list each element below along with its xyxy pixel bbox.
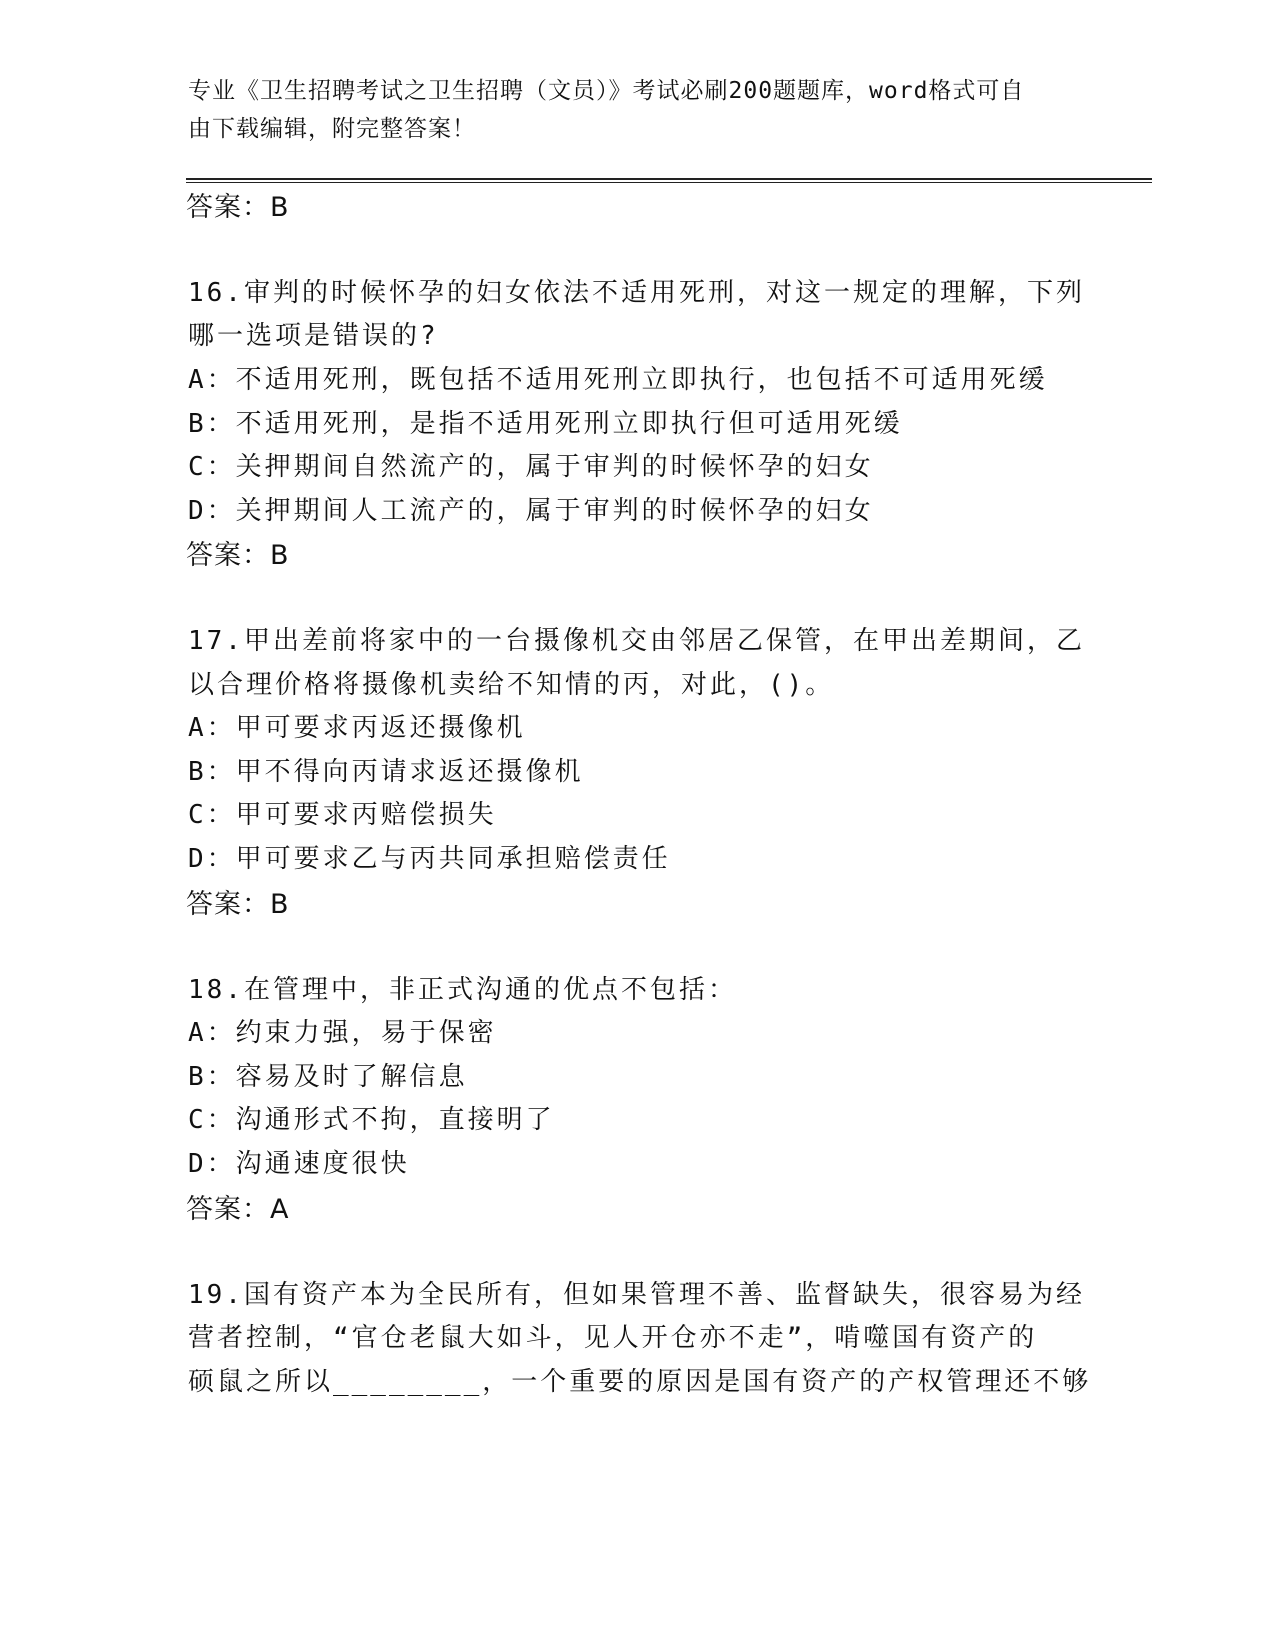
page-header [188, 72, 1068, 148]
q19-stem-line-1: 19.国有资产本为全民所有，但如果管理不善、监督缺失，很容易为经 [188, 1280, 1085, 1310]
q19-stem-line-2: 营者控制，“官仓老鼠大如斗，见人开仓亦不走”，啃噬国有资产的 [188, 1323, 1038, 1353]
header-line-2: 由下载编辑，附完整答案！ [188, 116, 476, 142]
q17-stem-line-1: 17.甲出差前将家中的一台摄像机交由邻居乙保管，在甲出差期间，乙 [188, 626, 1085, 656]
header-divider-thick [186, 178, 1152, 180]
q17-option-b: B：甲不得向丙请求返还摄像机 [188, 757, 584, 787]
q18-stem-line-1: 18.在管理中，非正式沟通的优点不包括： [188, 975, 737, 1005]
q19-stem-line-3: 硕鼠之所以________，一个重要的原因是国有资产的产权管理还不够 [188, 1367, 1092, 1397]
header-divider-thin [186, 182, 1152, 183]
q17-option-a: A：甲可要求丙返还摄像机 [188, 713, 526, 743]
q17-stem-line-2: 以合理价格将摄像机卖给不知情的丙，对此，()。 [188, 670, 835, 700]
q16-option-b: B：不适用死刑，是指不适用死刑立即执行但可适用死缓 [188, 409, 903, 439]
q17-option-c: C：甲可要求丙赔偿损失 [188, 800, 497, 830]
answer-prev: 答案：B [186, 192, 290, 223]
header-line-1: 专业《卫生招聘考试之卫生招聘（文员）》考试必刷200题题库，word格式可自 [188, 78, 1025, 104]
q17-answer: 答案：B [186, 889, 290, 920]
q17-option-d: D：甲可要求乙与丙共同承担赔偿责任 [188, 844, 671, 874]
q18-answer: 答案：A [186, 1194, 290, 1225]
q18-option-a: A：约束力强，易于保密 [188, 1018, 497, 1048]
q16-stem-line-1: 16.审判的时候怀孕的妇女依法不适用死刑，对这一规定的理解，下列 [188, 278, 1085, 308]
q16-answer: 答案：B [186, 540, 290, 571]
q16-option-a: A：不适用死刑，既包括不适用死刑立即执行，也包括不可适用死缓 [188, 365, 1048, 395]
q16-stem-line-2: 哪一选项是错误的? [188, 321, 439, 351]
q18-option-c: C：沟通形式不拘，直接明了 [188, 1105, 555, 1135]
q16-option-d: D：关押期间人工流产的，属于审判的时候怀孕的妇女 [188, 496, 874, 526]
q16-option-c: C：关押期间自然流产的，属于审判的时候怀孕的妇女 [188, 452, 874, 482]
q18-option-b: B：容易及时了解信息 [188, 1062, 468, 1092]
q18-option-d: D：沟通速度很快 [188, 1149, 410, 1179]
